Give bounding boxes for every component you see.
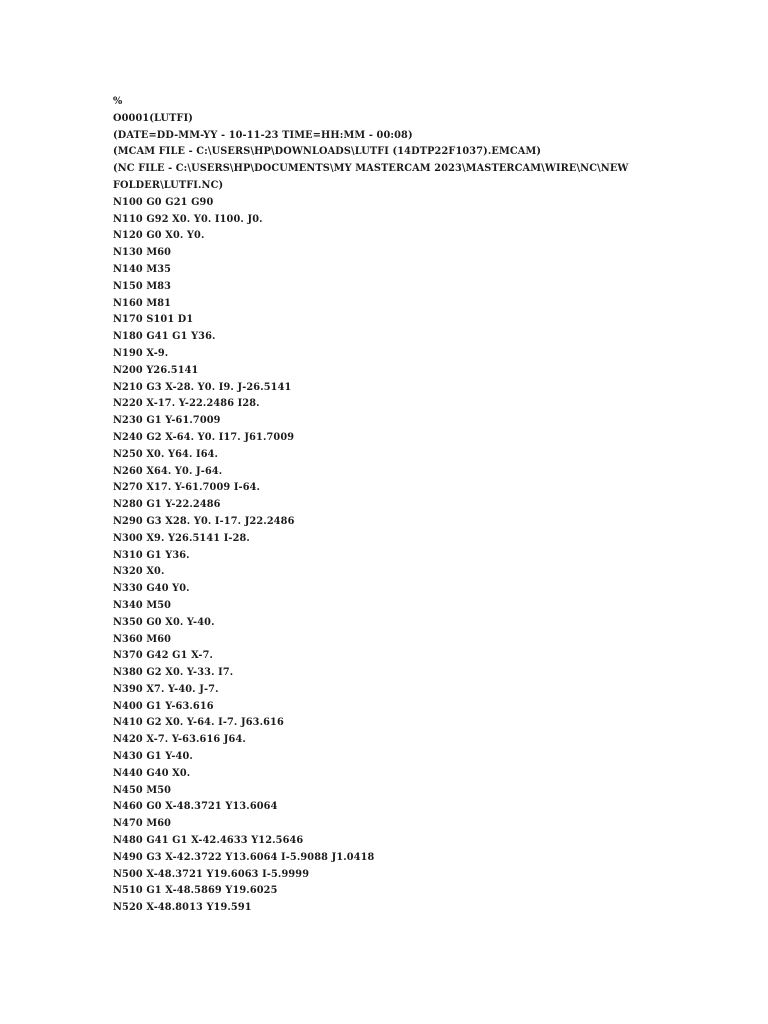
code-line: N200 Y26.5141 [113,363,199,376]
code-line: N150 M83 [113,279,172,292]
code-line: (DATE=DD-MM-YY - 10-11-23 TIME=HH:MM - 00:08) [113,128,413,141]
code-line: N140 M35 [113,262,172,275]
code-line: N110 G92 X0. Y0. I100. J0. [113,212,263,225]
code-line: N520 X-48.8013 Y19.591 [113,901,252,914]
code-line: N230 G1 Y-61.7009 [113,414,221,427]
code-line: N350 G0 X0. Y-40. [113,615,215,628]
code-line: N370 G42 G1 X-7. [113,649,214,662]
nc-program-listing [113,93,629,916]
code-line: N310 G1 Y36. [113,548,190,561]
code-line: N360 M60 [113,632,172,645]
code-line: N460 G0 X-48.3721 Y13.6064 [113,800,278,813]
code-line: (NC FILE - C:\USERS\HP\DOCUMENTS\MY MASTERCAM 2023\MASTERCAM\WIRE\NC\NEW [113,162,629,175]
code-line: N120 G0 X0. Y0. [113,229,205,242]
code-line: N510 G1 X-48.5869 Y19.6025 [113,884,278,897]
code-line: % [113,95,123,107]
code-line: N190 X-9. [113,346,169,359]
code-line: N100 G0 G21 G90 [113,195,214,208]
code-line: N410 G2 X0. Y-64. I-7. J63.616 [113,716,284,729]
code-line: N430 G1 Y-40. [113,750,193,763]
code-line: N340 M50 [113,598,172,611]
code-line: N250 X0. Y64. I64. [113,447,219,460]
code-line: N490 G3 X-42.3722 Y13.6064 I-5.9088 J1.0418 [113,850,375,863]
code-line: N420 X-7. Y-63.616 J64. [113,733,246,746]
code-line: N260 X64. Y0. J-64. [113,464,223,477]
code-line: N440 G40 X0. [113,766,191,779]
code-line: N290 G3 X28. Y0. I-17. J22.2486 [113,514,295,527]
code-line: N160 M81 [113,296,172,309]
code-line: N380 G2 X0. Y-33. I7. [113,666,234,679]
code-line: N130 M60 [113,246,172,259]
code-line: N300 X9. Y26.5141 I-28. [113,531,250,544]
code-line: N330 G40 Y0. [113,582,190,595]
code-line: (MCAM FILE - C:\USERS\HP\DOWNLOADS\LUTFI (14DTP22F1037).EMCAM) [113,145,542,158]
code-line: N450 M50 [113,783,172,796]
code-line: N390 X7. Y-40. J-7. [113,682,219,695]
code-line: FOLDER\LUTFI.NC) [113,178,224,191]
code-line: N480 G41 G1 X-42.4633 Y12.5646 [113,834,304,847]
code-line: O0001(LUTFI) [113,111,194,124]
code-line: N470 M60 [113,817,172,830]
code-line: N240 G2 X-64. Y0. I17. J61.7009 [113,430,295,443]
code-line: N170 S101 D1 [113,313,194,326]
code-line: N180 G41 G1 Y36. [113,330,216,343]
code-line: N500 X-48.3721 Y19.6063 I-5.9999 [113,867,310,880]
code-line: N220 X-17. Y-22.2486 I28. [113,397,260,410]
code-line: N280 G1 Y-22.2486 [113,498,221,511]
code-line: N270 X17. Y-61.7009 I-64. [113,481,261,494]
code-line: N400 G1 Y-63.616 [113,699,214,712]
code-line: N320 X0. [113,565,165,578]
code-line: N210 G3 X-28. Y0. I9. J-26.5141 [113,380,292,393]
